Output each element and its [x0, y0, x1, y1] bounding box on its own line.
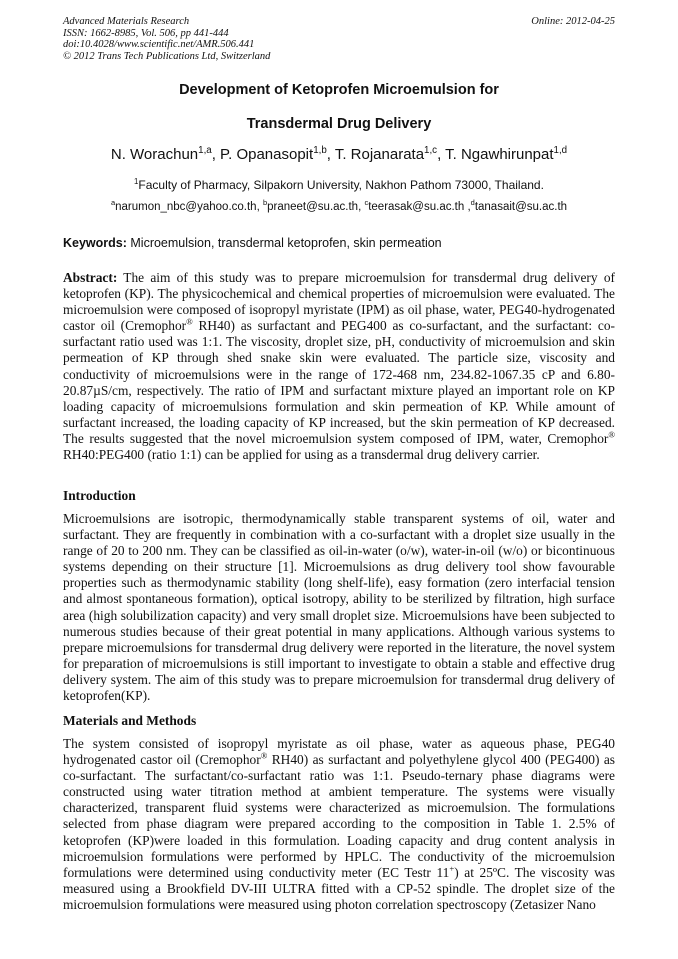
registered-mark: ®	[608, 429, 615, 440]
abstract-label: Abstract:	[63, 270, 118, 285]
author-affiliation-mark: 1,d	[553, 145, 568, 156]
paper-title-line-1: Development of Ketoprofen Microemulsion for	[179, 82, 499, 98]
methods-paragraph: ) at 25ºC. The viscosity was measured using a Brookfield DV-III ULTRA fitted with a CP-52 spindle. The droplet size of the microemulsion formulations were measured using photon correlation spectroscopy (Zetasizer Nano	[63, 864, 615, 912]
author-affiliation-mark: 1,c	[424, 145, 438, 156]
journal-copyright: © 2012 Trans Tech Publications Ltd, Switzerland	[63, 50, 271, 62]
journal-issn: ISSN: 1662-8985, Vol. 506, pp 441-444	[63, 27, 229, 39]
author-name: T. Rojanarata	[334, 146, 425, 163]
author-emails	[63, 198, 615, 213]
online-date: Online: 2012-04-25	[531, 16, 615, 27]
email-mark: d	[470, 198, 475, 208]
superscript-mark: +	[449, 863, 455, 874]
author-list: N. Worachun$^{1,a}$, P. Opanasopit$^{1,b}$, T. Rojanarata$^{1,c}$, T. Ngawhirunpat$^{1,d}$	[110, 145, 568, 163]
email-link[interactable]: teerasak@su.ac.th ,	[368, 201, 471, 213]
keywords	[63, 236, 615, 250]
abstract	[63, 270, 615, 463]
paper-title-line-2: Transdermal Drug Delivery	[246, 116, 432, 132]
email-link[interactable]: praneet@su.ac.th,	[267, 201, 365, 213]
registered-mark: ®	[260, 750, 268, 761]
journal-name: Advanced Materials Research	[63, 16, 190, 27]
journal-header	[63, 16, 615, 62]
section-heading-methods: Materials and Methods	[63, 713, 197, 728]
journal-doi: doi:10.4028/www.scientific.net/AMR.506.441	[63, 39, 255, 50]
affiliation-mark: 1	[134, 177, 139, 186]
keywords-label: Keywords:	[63, 236, 127, 250]
methods-text	[63, 736, 615, 913]
abstract-text: RH40:PEG400 (ratio 1:1) can be applied for using as a transdermal drug delivery carrier.	[63, 447, 540, 463]
email-link[interactable]: narumon_nbc@yahoo.co.th,	[115, 201, 263, 213]
abstract-text: The aim of this study was to prepare microemulsion for transdermal drug delivery of ketoprofen (KP). The physicochemical and chemical properties of microemulsion were evaluated. The microemulsion were composed of isopropyl myristate (IPM) as oil phase, water, PEG40-hydrogenated castor oil (Cremophor	[63, 270, 615, 334]
email-mark: a	[110, 198, 116, 208]
author-name: N. Worachun	[110, 146, 199, 163]
methods-paragraph: RH40) as surfactant and polyethylene glycol 400 (PEG400) as co-surfactant. The surfactant/co-surfactant ratio was 1:1. Pseudo-ternary phase diagrams were constructed using water titration method at ambient temperature. The systems were visually characterized, transparent fluid systems were characterized as microemulsion. The formulations selected from phase diagram were prepared according to the composition in Table 1. 2.5% of ketoprofen (KP)were loaded in this formulation. Loading capacity and drug content analysis in microemulsion formulations were performed by HPLC. The conductivity of the microemulsion formulations were determined using conductivity meter (EC Testr 11	[63, 752, 615, 880]
email-mark: b	[262, 198, 268, 208]
introduction-text: Microemulsions are isotropic, thermodynamically stable transparent systems of oil, water and surfactant. They are frequently in combination with a co-surfactant with a droplet size usually in the range of 20 to 200 nm. They can be classified as oil-in-water (o/w), water-in-oil (w/o) or bicontinuous systems depending on their structure [1]. Microemulsions as drug delivery tool show favourable properties such as thermodynamic stability (long shelf-life), easy formation (zero interfacial tension and almost spontaneous formation), optical isotropy, ability to be sterilized by filtration, high surface area (high solubilization capacity) and very small droplet size. Microemulsions have been subjected to numerous studies because of their great potential in many applications. Although various systems to prepare microemulsions for transdermal drug delivery were reported in the literature, the novel system for preparation of microemulsions is still important to investigate to obtain a stable and effective drug delivery system. The aim of this study was to prepare microemulsion for transdermal drug delivery of ketoprofen(KP).	[63, 511, 615, 704]
affiliation	[63, 178, 615, 192]
keywords-text: Microemulsion, transdermal ketoprofen, skin permeation	[126, 236, 442, 250]
section-heading-introduction: Introduction	[63, 488, 136, 503]
abstract-text: RH40) as surfactant and PEG400 as co-surfactant, and the surfactant: co-surfactant ratio used was 1:1. The viscosity, droplet size, pH, conductivity of microemulsion and skin permeation of KP through shed snake skin were evaluated. The particle size, viscosity and conductivity of microemulsions were in the range of 172-468 nm, 234.82-1067.35 cP and 6.80-20.87µS/cm, respectively. The ratio of IPM and surfactant mixture played an important role on KP loading capacity of microemulsions formulation and skin permeation of KP. While amount of surfactant increased, the loading capacity of KP increased, but the skin permeation of KP decreased. The results suggested that the novel microemulsion system composed of IPM, water, Cremophor	[63, 318, 615, 446]
affiliation-text: Faculty of Pharmacy, Silpakorn University, Nakhon Pathom 73000, Thailand.	[138, 178, 544, 192]
author-affiliation-mark: 1,a	[198, 145, 212, 156]
registered-mark: ®	[186, 316, 193, 327]
email-mark: c	[364, 198, 369, 208]
methods-paragraph: The system consisted of isopropyl myristate as oil phase, water as aqueous phase, PEG40 hydrogenated castor oil (Cremophor	[63, 736, 615, 768]
author-affiliation-mark: 1,b	[313, 145, 327, 156]
author-name: T. Ngawhirunpat	[445, 146, 554, 163]
email-link[interactable]: tanasait@su.ac.th	[474, 201, 568, 213]
author-name: P. Opanasopit	[220, 146, 314, 163]
